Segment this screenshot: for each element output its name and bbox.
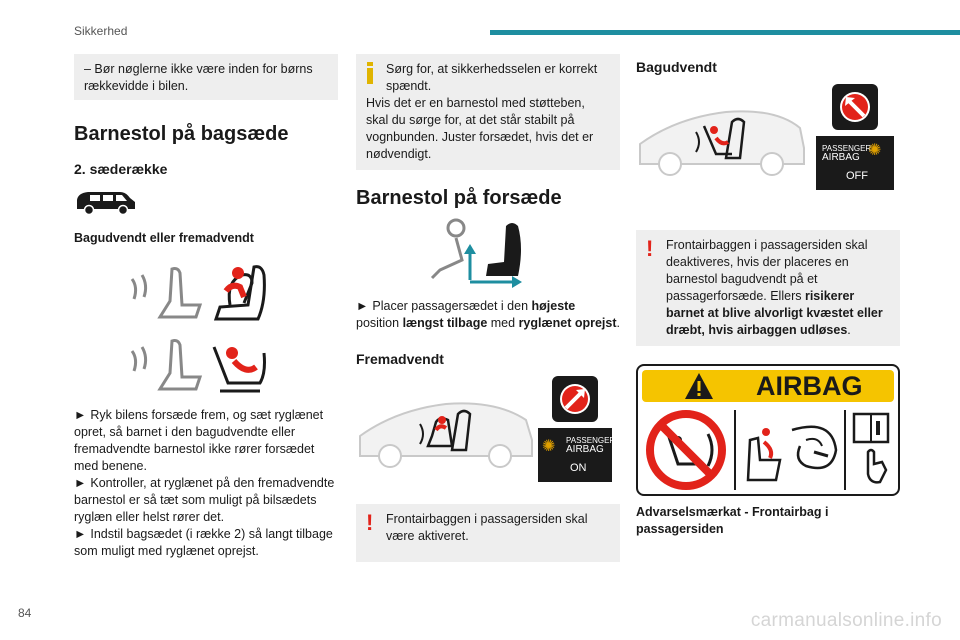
warning-triangle-icon: [684, 372, 714, 400]
subheading-forward: Fremadvendt: [356, 351, 444, 367]
airbag-off-alert: ! Frontairbaggen i passagersiden skal deaktiveres, hvis der placeres en barnestol bagudvendt på et passagerforsæde. Ellers risikerer barnet at blive alvorligt kvæstet eller dræbt, hvis airbaggen udløses.: [636, 230, 900, 346]
airbag-on-alert: ! Frontairbaggen i passagersiden skal være aktiveret.: [356, 504, 620, 562]
airbag-on-indicator: ✺ PASSENGER AIRBAG ON: [538, 428, 612, 482]
car-side-icon: [356, 390, 536, 470]
info-note-line1: Sørg for, at sikkerhedsselen er korrekt spændt.: [386, 62, 598, 93]
airbag-off-icon: ✺: [868, 142, 882, 159]
steps-rear: [74, 407, 338, 560]
forward-facing-icon: [552, 376, 598, 422]
key-note-text: – Bør nøglerne ikke være inden for børns rækkevidde i bilen.: [84, 62, 313, 93]
column-1: [74, 54, 338, 560]
rearward-facing-icon: [832, 84, 878, 130]
page-number: 84: [18, 606, 32, 620]
header-accent-bar: [490, 30, 960, 35]
section-title: Sikkerhed: [74, 24, 128, 38]
key-note: [74, 54, 338, 100]
warning-label-banner: AIRBAG: [642, 370, 894, 402]
airbag-off-indicator: PASSENGER AIRBAG ✺ OFF: [816, 136, 894, 190]
subheading-rearward: Bagudvendt: [636, 59, 717, 75]
info-icon: [366, 62, 376, 84]
info-note-line2: Hvis det er en barnestol med støtteben, skal du sørge for, at det står stabilt på vognbunden. Juster forsædet, hvis det er nødvendigt.: [366, 96, 594, 161]
info-note: [356, 54, 620, 170]
airbag-icon: ✺: [542, 438, 556, 455]
heading-front-seat: Barnestol på forsæde: [356, 187, 562, 209]
subheading-row2: 2. sæderække: [74, 161, 168, 177]
read-manual-icon: [848, 412, 894, 490]
step-item: ► Indstil bagsædet (i række 2) så langt tilbage som muligt med ryglænet oprejst.: [74, 527, 333, 558]
step-item: ► Ryk bilens forsæde frem, og sæt ryglænet opret, så barnet i den bagudvendte eller fremadvendte barnestol ikke rører forsædet med benene.: [74, 408, 324, 473]
no-rear-facing-seat-icon: [644, 408, 728, 492]
exclamation-icon: !: [366, 510, 374, 535]
orientation-label: Bagudvendt eller fremadvendt: [74, 231, 254, 245]
heading-rear-seat: Barnestol på bagsæde: [74, 123, 289, 145]
front-seat-step: ► Placer passagersædet i den højeste position længst tilbage med ryglænet oprejst.: [356, 299, 620, 330]
warning-label-caption: Advarselsmærkat - Frontairbag i passagersiden: [636, 505, 829, 536]
watermark: carmanualsonline.info: [750, 610, 942, 631]
van-icon: [74, 188, 338, 216]
step-item: ► Kontroller, at ryglænet på den fremadvendte barnestol er så tæt som muligt på bilsædets ryglæn eller helst rører det.: [74, 476, 335, 524]
forward-airbag-figure: [356, 376, 620, 486]
seat-adjust-icon: [426, 218, 620, 290]
column-3: [636, 54, 900, 538]
column-2: [356, 54, 620, 562]
rearward-airbag-figure: [636, 84, 900, 194]
exclamation-icon: !: [646, 236, 654, 261]
airbag-deploy-icon: [734, 410, 846, 490]
car-side-icon: [636, 98, 806, 178]
child-seat-forward-icon: [120, 261, 338, 323]
child-seat-rearward-icon: [120, 333, 338, 395]
airbag-warning-label: [636, 364, 900, 496]
